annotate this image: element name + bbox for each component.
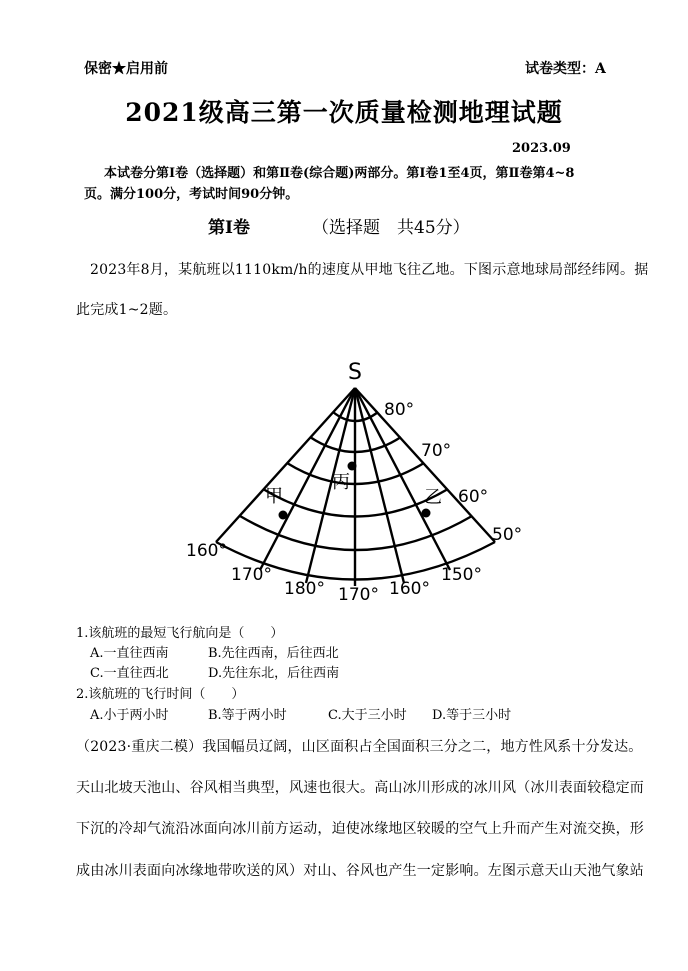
lon-label-170w: 170° bbox=[231, 565, 272, 585]
page-title: 2021级高三第一次质量检测地理试题 bbox=[125, 98, 563, 127]
lat-label-70: 70° bbox=[421, 441, 452, 461]
question-2-stem: 2.该航班的飞行时间（ ） bbox=[76, 687, 245, 702]
question-2-option-a: A.小于两小时 bbox=[90, 708, 169, 723]
place-label-yi: 乙 bbox=[424, 487, 442, 508]
question-1-option-a: A.一直往西南 bbox=[90, 646, 169, 661]
point-bing bbox=[348, 462, 357, 471]
lat-label-50: 50° bbox=[492, 525, 523, 545]
section-title: 第Ⅰ卷 bbox=[208, 218, 250, 238]
stem-3-line-1: （2023·重庆二模）我国幅员辽阔，山区面积占全国面积三分之二，地方性风系十分发达。 bbox=[76, 739, 643, 755]
lon-label-160w: 160° bbox=[186, 541, 227, 561]
lon-label-160e: 160° bbox=[389, 579, 430, 599]
intro-line-1: 本试卷分第Ⅰ卷（选择题）和第Ⅱ卷(综合题)两部分。第Ⅰ卷1至4页，第Ⅱ卷第4~8 bbox=[104, 166, 575, 181]
lon-label-180: 180° bbox=[284, 579, 325, 599]
stem-1-line-2: 此完成1~2题。 bbox=[76, 302, 178, 318]
point-jia bbox=[279, 511, 288, 520]
question-2-option-d: D.等于三小时 bbox=[432, 708, 512, 723]
confidential-label: 保密★启用前 bbox=[84, 61, 168, 77]
question-1-option-b: B.先往西南，后往西北 bbox=[208, 646, 339, 661]
question-1-stem: 1.该航班的最短飞行航向是（ ） bbox=[76, 626, 284, 641]
place-label-bing: 丙 bbox=[332, 472, 350, 493]
intro-line-2: 页。满分100分，考试时间90分钟。 bbox=[84, 187, 299, 202]
section-description: （选择题 共45分） bbox=[312, 218, 470, 238]
stem-3-line-3: 下沉的冷却气流沿冰面向冰川前方运动，迫使冰缘地区较暖的空气上升而产生对流交换，形 bbox=[76, 821, 644, 837]
graticule-figure bbox=[0, 355, 688, 615]
lat-label-60: 60° bbox=[458, 487, 489, 507]
stem-3-line-4: 成由冰川表面向冰缘地带吹送的风）对山、谷风也产生一定影响。左图示意天山天池气象站 bbox=[76, 863, 644, 879]
point-yi bbox=[422, 509, 431, 518]
lon-label-170e: 170° bbox=[338, 585, 379, 605]
question-2-option-b: B.等于两小时 bbox=[208, 708, 287, 723]
place-label-jia: 甲 bbox=[265, 486, 283, 507]
question-2-option-c: C.大于三小时 bbox=[328, 708, 407, 723]
question-1-option-c: C.一直往西北 bbox=[90, 666, 169, 681]
stem-1-line-1: 2023年8月，某航班以1110km/h的速度从甲地飞往乙地。下图示意地球局部经纬网。据 bbox=[90, 262, 649, 278]
question-1-option-d: D.先往东北，后往西南 bbox=[208, 666, 340, 681]
pole-label: S bbox=[348, 360, 362, 385]
exam-date: 2023.09 bbox=[512, 141, 571, 156]
stem-3-line-2: 天山北坡天池山、谷风相当典型，风速也很大。高山冰川形成的冰川风（冰川表面较稳定而 bbox=[76, 780, 644, 796]
lat-label-80: 80° bbox=[384, 400, 415, 420]
paper-type-label: 试卷类型：A bbox=[525, 61, 606, 77]
lon-label-150e: 150° bbox=[441, 565, 482, 585]
